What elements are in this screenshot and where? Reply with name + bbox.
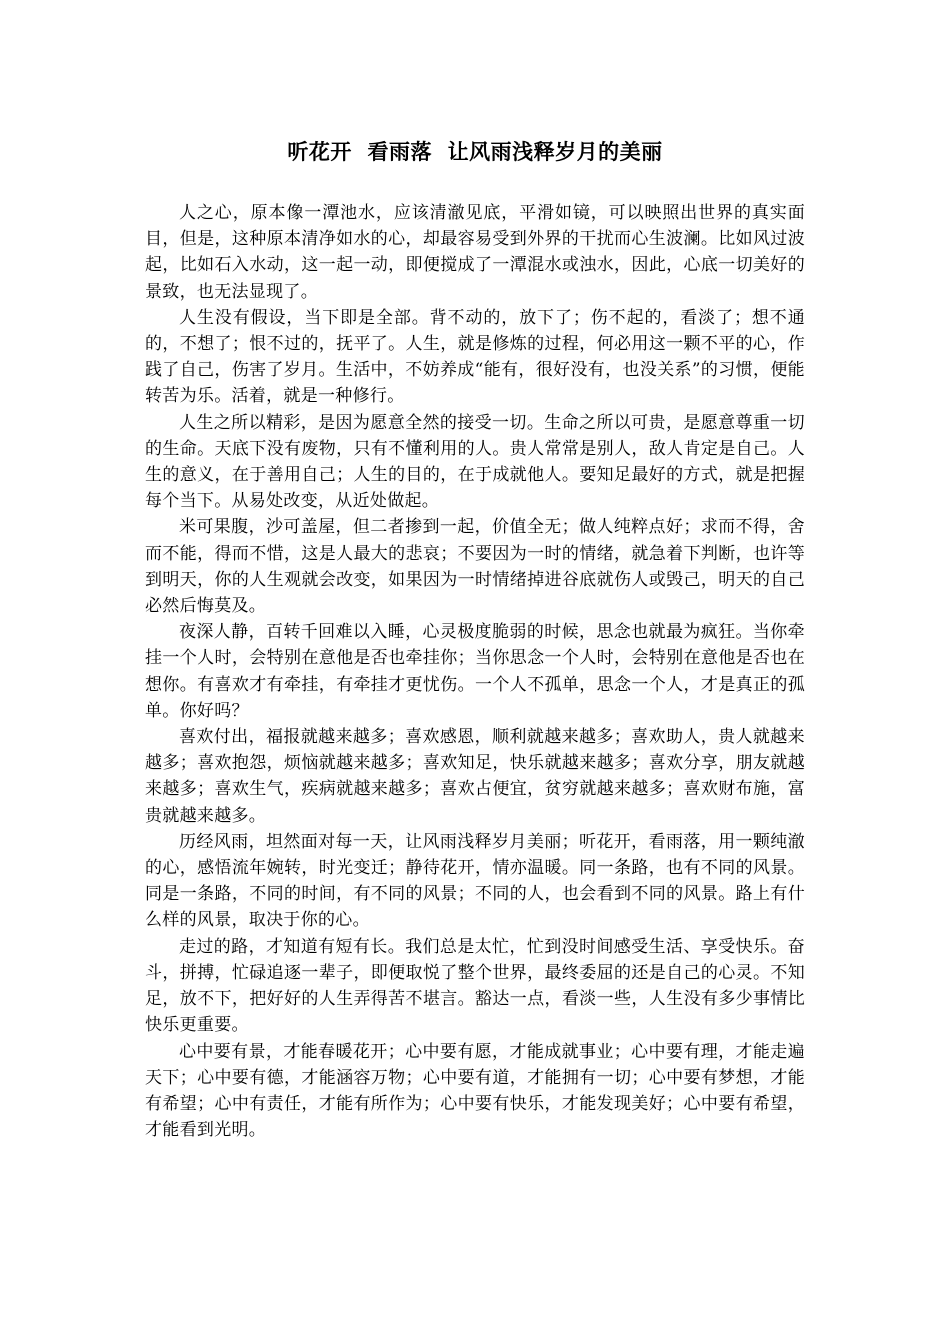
paragraph-6: 喜欢付出，福报就越来越多；喜欢感恩，顺利就越来越多；喜欢助人，贵人就越来越多；喜欢抱怨，烦恼就越来越多；喜欢知足，快乐就越来越多；喜欢分享，朋友就越来越多；喜欢生气，疾病就越来越多；喜欢占便宜，贫穷就越来越多；喜欢财布施，富贵就越来越多。 [145, 727, 805, 826]
paragraph-7: 历经风雨，坦然面对每一天，让风雨浅释岁月美丽；听花开，看雨落，用一颗纯澈的心，感悟流年婉转，时光变迁；静待花开，情亦温暖。同一条路，也有不同的风景。同是一条路，不同的时间，有不同的风景；不同的人，也会看到不同的风景。路上有什么样的风景，取决于你的心。 [145, 831, 805, 931]
paragraph-5: 夜深人静，百转千回难以入睡，心灵极度脆弱的时候，思念也就最为疯狂。当你牵挂一个人时，会特别在意他是否也牵挂你；当你思念一个人时，会特别在意他是否也在想你。有喜欢才有牵挂，有牵挂才更忧伤。一个人不孤单，思念一个人，才是真正的孤单。你好吗？ [145, 622, 805, 721]
document-body [145, 200, 805, 1143]
document-title: 听花开 看雨落 让风雨浅释岁月的美丽 [287, 140, 663, 164]
paragraph-9: 心中要有景，才能春暖花开；心中要有愿，才能成就事业；心中要有理，才能走遍天下；心中要有德，才能涵容万物；心中要有道，才能拥有一切；心中要有梦想，才能有希望；心中有责任，才能有所作为；心中要有快乐，才能发现美好；心中要有希望，才能看到光明。 [145, 1041, 805, 1141]
paragraph-3: 人生之所以精彩，是因为愿意全然的接受一切。生命之所以可贵，是愿意尊重一切的生命。天底下没有废物，只有不懂利用的人。贵人常常是别人，敌人肯定是自己。人生的意义，在于善用自己；人生的目的，在于成就他人。要知足最好的方式，就是把握每个当下。从易处改变，从近处做起。 [145, 412, 805, 512]
paragraph-8: 走过的路，才知道有短有长。我们总是太忙，忙到没时间感受生活、享受快乐。奋斗，拼搏，忙碌追逐一辈子，即便取悦了整个世界，最终委屈的还是自己的心灵。不知足，放不下，把好好的人生弄得苦不堪言。豁达一点，看淡一些，人生没有多少事情比快乐更重要。 [145, 936, 805, 1036]
paragraph-2: 人生没有假设，当下即是全部。背不动的，放下了；伤不起的，看淡了；想不通的，不想了；恨不过的，抚平了。人生，就是修炼的过程，何必用这一颗不平的心，作践了自己，伤害了岁月。生活中，不妨养成“能有，很好没有，也没关系”的习惯，便能转苦为乐。活着，就是一种修行。 [145, 307, 805, 407]
paragraph-1: 人之心，原本像一潭池水，应该清澈见底，平滑如镜，可以映照出世界的真实面目，但是，这种原本清净如水的心，却最容易受到外界的干扰而心生波澜。比如风过波起，比如石入水动，这一起一动，即便搅成了一潭混水或浊水，因此，心底一切美好的景致，也无法显现了。 [145, 203, 805, 302]
paragraph-4: 米可果腹，沙可盖屋，但二者掺到一起，价值全无；做人纯粹点好；求而不得，舍而不能，得而不惜，这是人最大的悲哀；不要因为一时的情绪，就急着下判断，也许等到明天，你的人生观就会改变，如果因为一时情绪掉进谷底就伤人或毁己，明天的自己必然后悔莫及。 [145, 517, 805, 617]
